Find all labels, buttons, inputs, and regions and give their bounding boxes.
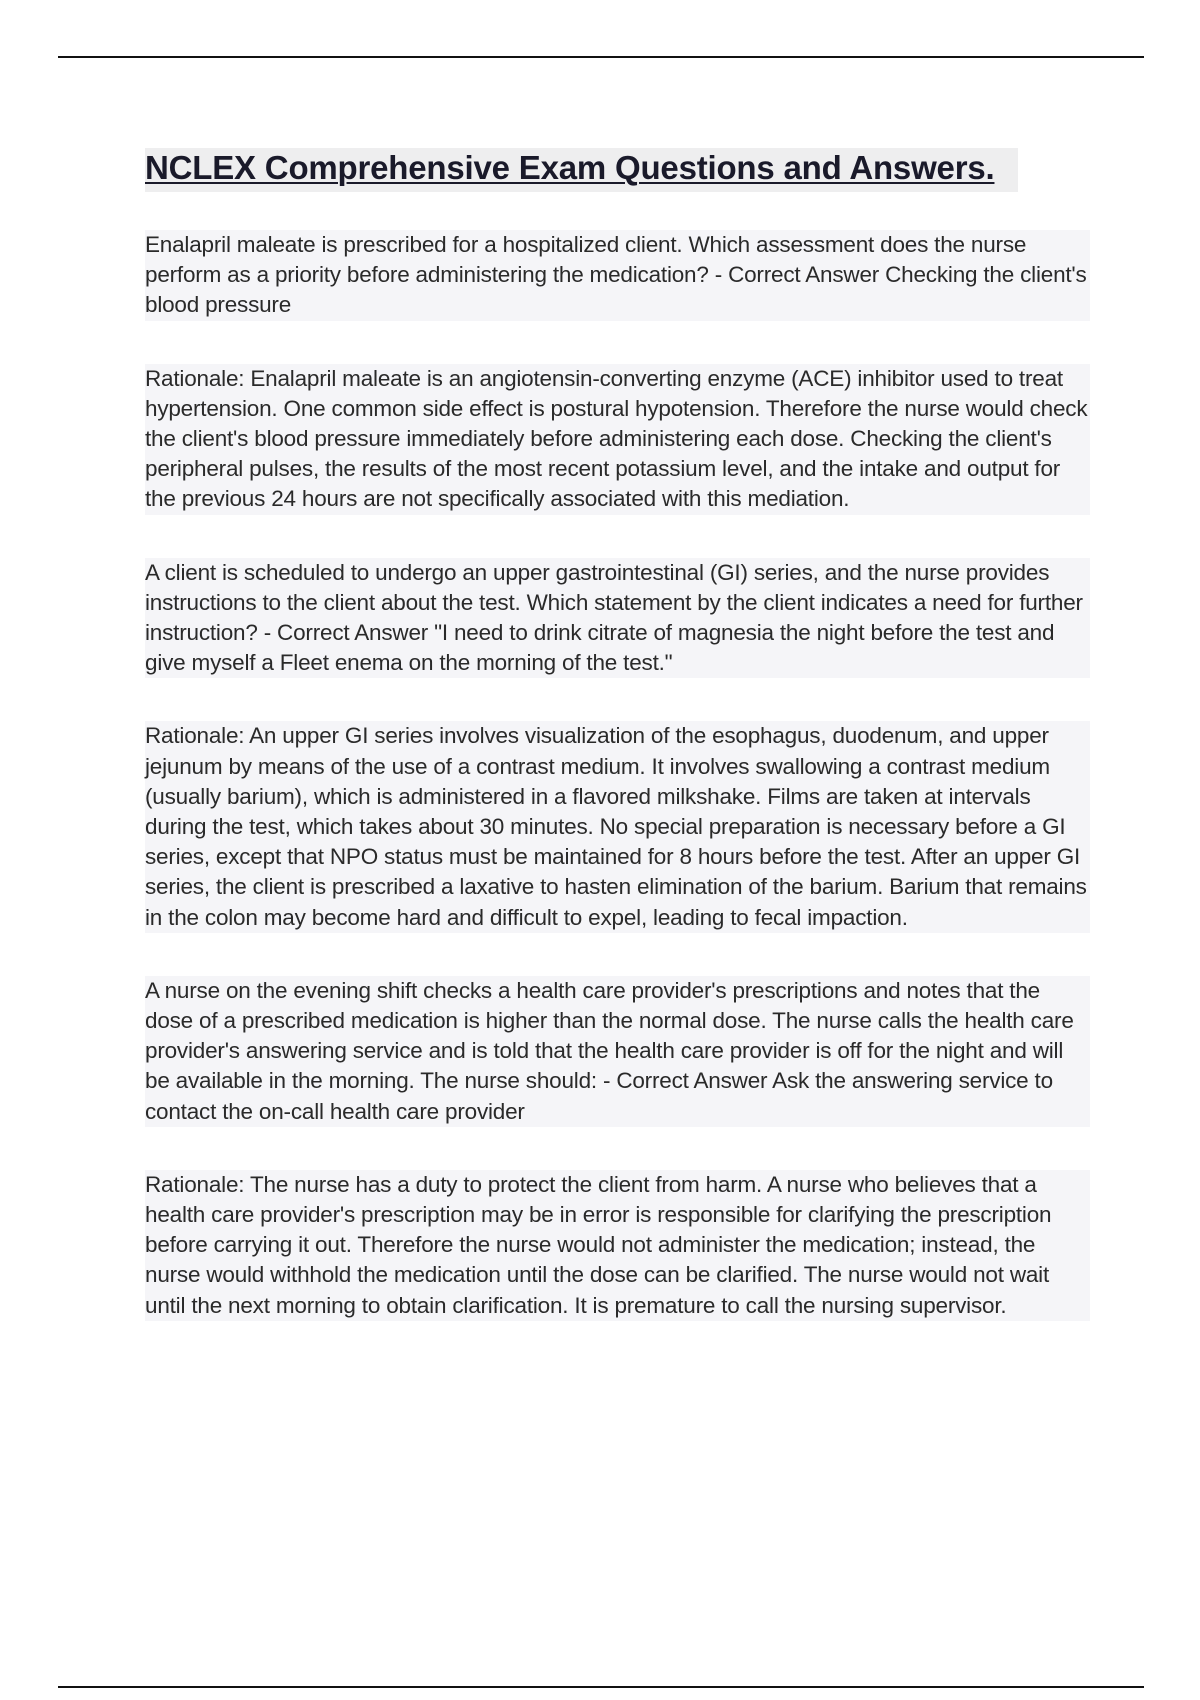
question-1: Enalapril maleate is prescribed for a hospitalized client. Which assessment does the nurse perform as a priority before administering the medication? - Correct Answer Checking the client's blood pressure — [145, 230, 1090, 321]
title-highlight — [145, 148, 1018, 192]
header-rule — [58, 56, 1144, 58]
footer-rule — [58, 1686, 1144, 1688]
rationale-2: Rationale: An upper GI series involves visualization of the esophagus, duodenum, and upper jejunum by means of the use of a contrast medium. It involves swallowing a contrast medium (usually barium), which is administered in a flavored milkshake. Films are taken at intervals during the test, which takes about 30 minutes. No special preparation is necessary before a GI series, except that NPO status must be maintained for 8 hours before the test. After an upper GI series, the client is prescribed a laxative to hasten elimination of the barium. Barium that remains in the colon may become hard and difficult to expel, leading to fecal impaction. — [145, 721, 1090, 932]
document-title: NCLEX Comprehensive Exam Questions and Answers. — [145, 149, 995, 186]
question-2: A client is scheduled to undergo an upper gastrointestinal (GI) series, and the nurse provides instructions to the client about the test. Which statement by the client indicates a need for further instruction? - Correct Answer "I need to drink citrate of magnesia the night before the test and give myself a Fleet enema on the morning of the test." — [145, 558, 1090, 679]
document-body — [145, 148, 1090, 1364]
rationale-3: Rationale: The nurse has a duty to protect the client from harm. A nurse who believes that a health care provider's prescription may be in error is responsible for clarifying the prescription before carrying it out. Therefore the nurse would not administer the medication; instead, the nurse would withhold the medication until the dose can be clarified. The nurse would not wait until the next morning to obtain clarification. It is premature to call the nursing supervisor. — [145, 1170, 1090, 1321]
question-3: A nurse on the evening shift checks a health care provider's prescriptions and notes that the dose of a prescribed medication is higher than the normal dose. The nurse calls the health care provider's answering service and is told that the health care provider is off for the night and will be available in the morning. The nurse should: - Correct Answer Ask the answering service to contact the on-call health care provider — [145, 976, 1090, 1127]
rationale-1: Rationale: Enalapril maleate is an angiotensin-converting enzyme (ACE) inhibitor used to treat hypertension. One common side effect is postural hypotension. Therefore the nurse would check the client's blood pressure immediately before administering each dose. Checking the client's peripheral pulses, the results of the most recent potassium level, and the intake and output for the previous 24 hours are not specifically associated with this mediation. — [145, 364, 1090, 515]
